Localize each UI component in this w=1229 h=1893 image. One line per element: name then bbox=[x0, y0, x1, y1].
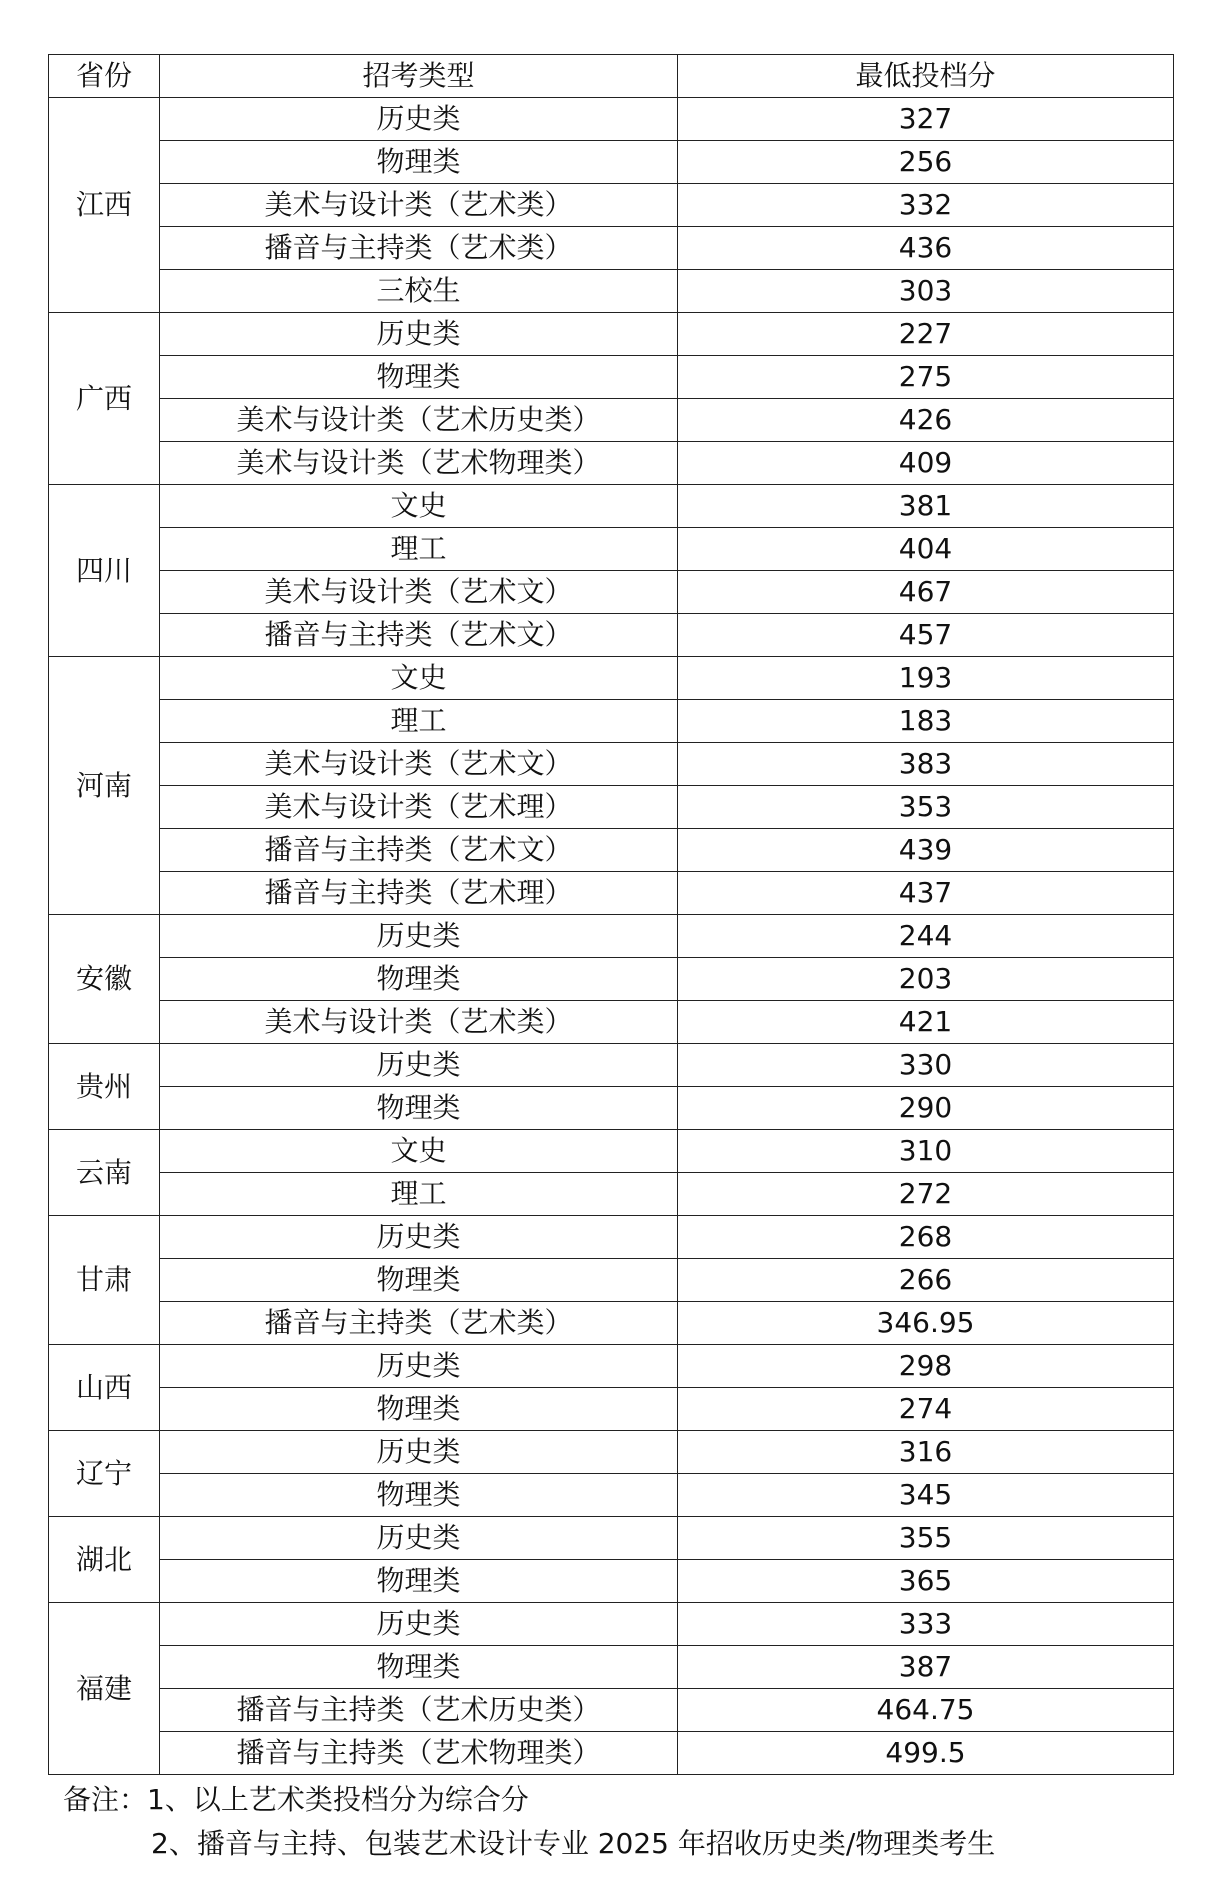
exam-type-cell: 物理类 bbox=[160, 1474, 678, 1517]
table-row bbox=[49, 1560, 1174, 1603]
table-row bbox=[49, 270, 1174, 313]
exam-type-cell: 历史类 bbox=[160, 1216, 678, 1259]
score-cell: 381 bbox=[678, 485, 1174, 528]
table-row bbox=[49, 1603, 1174, 1646]
score-cell: 346.95 bbox=[678, 1302, 1174, 1345]
table-row bbox=[49, 1044, 1174, 1087]
exam-type-cell: 文史 bbox=[160, 1130, 678, 1173]
province-cell: 安徽 bbox=[49, 915, 160, 1044]
exam-type-cell: 播音与主持类（艺术文） bbox=[160, 614, 678, 657]
exam-type-cell: 美术与设计类（艺术类） bbox=[160, 1001, 678, 1044]
score-cell: 272 bbox=[678, 1173, 1174, 1216]
score-cell: 426 bbox=[678, 399, 1174, 442]
table-row bbox=[49, 700, 1174, 743]
table-row bbox=[49, 442, 1174, 485]
score-cell: 355 bbox=[678, 1517, 1174, 1560]
score-cell: 327 bbox=[678, 98, 1174, 141]
score-table bbox=[48, 54, 1174, 1775]
score-cell: 464.75 bbox=[678, 1689, 1174, 1732]
score-cell: 330 bbox=[678, 1044, 1174, 1087]
exam-type-cell: 物理类 bbox=[160, 958, 678, 1001]
table-row bbox=[49, 1173, 1174, 1216]
table-row bbox=[49, 1431, 1174, 1474]
score-cell: 467 bbox=[678, 571, 1174, 614]
table-row bbox=[49, 141, 1174, 184]
province-cell: 江西 bbox=[49, 98, 160, 313]
exam-type-cell: 三校生 bbox=[160, 270, 678, 313]
table-row bbox=[49, 1087, 1174, 1130]
header-exam-type: 招考类型 bbox=[160, 55, 678, 98]
exam-type-cell: 历史类 bbox=[160, 1603, 678, 1646]
table-row bbox=[49, 786, 1174, 829]
exam-type-cell: 美术与设计类（艺术物理类） bbox=[160, 442, 678, 485]
table-row bbox=[49, 571, 1174, 614]
table-header-row bbox=[49, 55, 1174, 98]
table-row bbox=[49, 872, 1174, 915]
exam-type-cell: 历史类 bbox=[160, 915, 678, 958]
score-cell: 404 bbox=[678, 528, 1174, 571]
score-cell: 439 bbox=[678, 829, 1174, 872]
score-cell: 409 bbox=[678, 442, 1174, 485]
score-cell: 298 bbox=[678, 1345, 1174, 1388]
exam-type-cell: 播音与主持类（艺术理） bbox=[160, 872, 678, 915]
table-row bbox=[49, 1216, 1174, 1259]
score-cell: 256 bbox=[678, 141, 1174, 184]
table-row bbox=[49, 399, 1174, 442]
header-province: 省份 bbox=[49, 55, 160, 98]
exam-type-cell: 美术与设计类（艺术类） bbox=[160, 184, 678, 227]
exam-type-cell: 历史类 bbox=[160, 98, 678, 141]
exam-type-cell: 历史类 bbox=[160, 313, 678, 356]
exam-type-cell: 美术与设计类（艺术文） bbox=[160, 743, 678, 786]
exam-type-cell: 物理类 bbox=[160, 1560, 678, 1603]
table-row bbox=[49, 98, 1174, 141]
score-cell: 345 bbox=[678, 1474, 1174, 1517]
table-row bbox=[49, 485, 1174, 528]
province-cell: 四川 bbox=[49, 485, 160, 657]
exam-type-cell: 播音与主持类（艺术物理类） bbox=[160, 1732, 678, 1775]
table-row bbox=[49, 1302, 1174, 1345]
exam-type-cell: 理工 bbox=[160, 528, 678, 571]
table-row bbox=[49, 356, 1174, 399]
table-row bbox=[49, 184, 1174, 227]
table-row bbox=[49, 227, 1174, 270]
table-row bbox=[49, 1001, 1174, 1044]
score-cell: 303 bbox=[678, 270, 1174, 313]
header-min-score: 最低投档分 bbox=[678, 55, 1174, 98]
table-row bbox=[49, 1646, 1174, 1689]
province-cell: 山西 bbox=[49, 1345, 160, 1431]
score-cell: 387 bbox=[678, 1646, 1174, 1689]
score-cell: 421 bbox=[678, 1001, 1174, 1044]
province-cell: 贵州 bbox=[49, 1044, 160, 1130]
exam-type-cell: 物理类 bbox=[160, 356, 678, 399]
exam-type-cell: 物理类 bbox=[160, 1388, 678, 1431]
note-line-2: 2、播音与主持、包装艺术设计专业 2025 年招收历史类/物理类考生 bbox=[151, 1827, 996, 1860]
table-row bbox=[49, 1130, 1174, 1173]
score-cell: 437 bbox=[678, 872, 1174, 915]
exam-type-cell: 文史 bbox=[160, 485, 678, 528]
province-cell: 辽宁 bbox=[49, 1431, 160, 1517]
score-cell: 274 bbox=[678, 1388, 1174, 1431]
score-cell: 183 bbox=[678, 700, 1174, 743]
exam-type-cell: 历史类 bbox=[160, 1345, 678, 1388]
table-row bbox=[49, 915, 1174, 958]
table-row bbox=[49, 657, 1174, 700]
exam-type-cell: 物理类 bbox=[160, 1259, 678, 1302]
table-row bbox=[49, 1388, 1174, 1431]
province-cell: 河南 bbox=[49, 657, 160, 915]
table-row bbox=[49, 1517, 1174, 1560]
score-cell: 268 bbox=[678, 1216, 1174, 1259]
table-row bbox=[49, 1732, 1174, 1775]
score-cell: 244 bbox=[678, 915, 1174, 958]
table-body bbox=[49, 98, 1174, 1775]
exam-type-cell: 历史类 bbox=[160, 1517, 678, 1560]
table-row bbox=[49, 743, 1174, 786]
score-cell: 353 bbox=[678, 786, 1174, 829]
exam-type-cell: 文史 bbox=[160, 657, 678, 700]
exam-type-cell: 历史类 bbox=[160, 1044, 678, 1087]
score-cell: 457 bbox=[678, 614, 1174, 657]
table-row bbox=[49, 313, 1174, 356]
table-row bbox=[49, 1259, 1174, 1302]
score-cell: 333 bbox=[678, 1603, 1174, 1646]
province-cell: 广西 bbox=[49, 313, 160, 485]
score-cell: 310 bbox=[678, 1130, 1174, 1173]
exam-type-cell: 物理类 bbox=[160, 1646, 678, 1689]
exam-type-cell: 物理类 bbox=[160, 1087, 678, 1130]
province-cell: 湖北 bbox=[49, 1517, 160, 1603]
exam-type-cell: 播音与主持类（艺术类） bbox=[160, 1302, 678, 1345]
exam-type-cell: 理工 bbox=[160, 1173, 678, 1216]
table-row bbox=[49, 1345, 1174, 1388]
province-cell: 甘肃 bbox=[49, 1216, 160, 1345]
score-cell: 383 bbox=[678, 743, 1174, 786]
notes bbox=[63, 1778, 995, 1866]
exam-type-cell: 美术与设计类（艺术文） bbox=[160, 571, 678, 614]
score-cell: 365 bbox=[678, 1560, 1174, 1603]
score-cell: 275 bbox=[678, 356, 1174, 399]
exam-type-cell: 播音与主持类（艺术历史类） bbox=[160, 1689, 678, 1732]
score-cell: 332 bbox=[678, 184, 1174, 227]
score-cell: 316 bbox=[678, 1431, 1174, 1474]
score-cell: 290 bbox=[678, 1087, 1174, 1130]
score-cell: 227 bbox=[678, 313, 1174, 356]
score-cell: 203 bbox=[678, 958, 1174, 1001]
table-row bbox=[49, 1474, 1174, 1517]
note-line-1: 备注：1、以上艺术类投档分为综合分 bbox=[63, 1783, 529, 1816]
exam-type-cell: 播音与主持类（艺术类） bbox=[160, 227, 678, 270]
table-row bbox=[49, 614, 1174, 657]
table-row bbox=[49, 528, 1174, 571]
exam-type-cell: 理工 bbox=[160, 700, 678, 743]
score-cell: 436 bbox=[678, 227, 1174, 270]
exam-type-cell: 美术与设计类（艺术历史类） bbox=[160, 399, 678, 442]
province-cell: 福建 bbox=[49, 1603, 160, 1775]
exam-type-cell: 物理类 bbox=[160, 141, 678, 184]
exam-type-cell: 美术与设计类（艺术理） bbox=[160, 786, 678, 829]
exam-type-cell: 历史类 bbox=[160, 1431, 678, 1474]
score-cell: 193 bbox=[678, 657, 1174, 700]
table-row bbox=[49, 829, 1174, 872]
province-cell: 云南 bbox=[49, 1130, 160, 1216]
table-row bbox=[49, 958, 1174, 1001]
table-row bbox=[49, 1689, 1174, 1732]
score-cell: 266 bbox=[678, 1259, 1174, 1302]
score-cell: 499.5 bbox=[678, 1732, 1174, 1775]
exam-type-cell: 播音与主持类（艺术文） bbox=[160, 829, 678, 872]
